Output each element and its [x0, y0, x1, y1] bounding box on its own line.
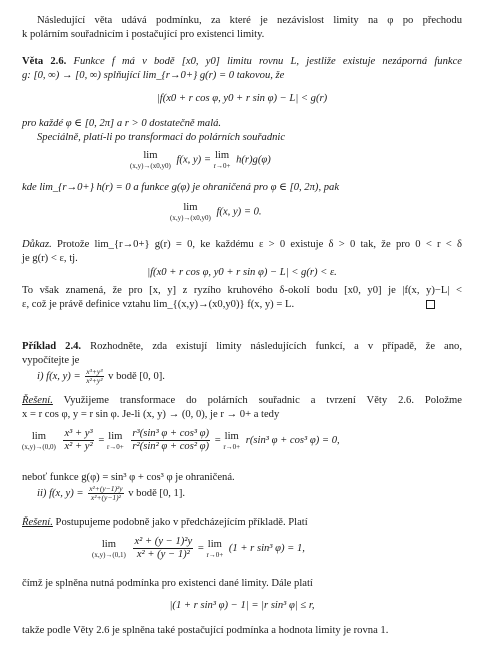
limit-operator: lim (x,y)→(0,0)	[22, 430, 56, 451]
theorem-formula-2	[130, 150, 271, 170]
intro-line-2: k polárním souřadnicím i postačující pro existenci limity.	[22, 29, 265, 40]
limit-operator: lim r→0+	[223, 430, 241, 451]
solution-1-line-1	[22, 394, 462, 407]
example-item-2	[37, 485, 185, 502]
item-fraction: $\frac{\text{x³+y³}}{\text{x²+y²}}$	[86, 367, 103, 385]
solution-2-inequality: |(1 + r sin³ φ) − 1| = |r sin³ φ| ≤ r,	[169, 600, 315, 611]
formula-text: (1 + r sin³ φ) = 1,	[228, 542, 305, 554]
proof-line-1	[22, 238, 462, 251]
example-line-2: vypočítejte je	[22, 355, 80, 366]
formula-text: h(r)g(φ)	[236, 154, 271, 166]
theorem-line-2: g: [0, ∞) → [0, ∞) splňující lim_{r→0+} g(r) = 0 takovou, že	[22, 70, 285, 81]
formula-fraction: $\frac{\text{x² + (y − 1)²y}}{\text{x² + (y − 1)²}}$	[134, 536, 193, 560]
proof-line-2: je g(r) < ε, tj.	[22, 253, 78, 264]
theorem-formula-3	[170, 202, 262, 222]
qed-square-icon	[426, 300, 435, 309]
proof-line-3: To však znamená, že pro [x, y] z ryzího kruhového δ-okolí bodu [x0, y0] je |f(x, y)−L| <	[22, 285, 462, 296]
theorem-line-5: kde lim_{r→0+} h(r) = 0 a funkce g(φ) je ohraničená pro φ ∈ [0, 2π), pak	[22, 182, 340, 193]
item-suffix: v bodě [0, 0].	[108, 370, 165, 382]
theorem-formula-1: |f(x0 + r cos φ, y0 + r sin φ) − L| < g(r)	[156, 93, 328, 104]
solution-text: Využijeme transformace do polárních souřadnic a tvrzení Věty 2.6. Položme	[63, 395, 462, 406]
solution-2-formula: lim (x,y)→(0,1) $\frac{\text{x² + (y − 1)²y}}{\text{x² + (y − 1)²}}$ = lim r→0+ (1 + r sin³ φ) = 1,	[92, 536, 305, 560]
solution-label: Řešení.	[22, 395, 53, 406]
formula-fraction: $\frac{\text{r³(sin³ φ + cos³ φ)}}{\text{r²(sin² φ + cos² φ)}}$	[132, 428, 210, 452]
limit-operator: lim (x,y)→(0,1)	[92, 538, 126, 559]
example-label: Příklad 2.4.	[22, 341, 82, 352]
proof-formula: |f(x0 + r cos φ, y0 + r sin φ) − L| < g(r) < ε.	[147, 267, 337, 278]
theorem-label: Věta 2.6.	[22, 56, 67, 67]
solution-2-line-2: čímž je splněna nutná podmínka pro existenci dané limity. Dále platí	[22, 578, 313, 589]
example-line-1	[22, 340, 462, 353]
limit-operator: lim r→0+	[213, 150, 231, 170]
item-prefix: ii) f(x, y) =	[37, 487, 84, 499]
proof-line-4: ε, což je právě definice vztahu lim_{(x,y)→(x0,y0)} f(x, y) = L.	[22, 299, 295, 310]
limit-operator: lim r→0+	[106, 430, 124, 451]
solution-1-after: neboť funkce g(φ) = sin³ φ + cos³ φ je ohraničená.	[22, 472, 235, 483]
solution-text: Postupujeme podobně jako v předcházejícím příkladě. Platí	[55, 517, 308, 528]
theorem-line-3: pro každé φ ∈ [0, 2π] a r > 0 dostatečně malá.	[22, 118, 222, 129]
solution-2-conclusion: takže podle Věty 2.6 je splněna také postačující podmínka a hodnota limity je rovna 1.	[22, 625, 389, 636]
formula-text: r(sin³ φ + cos³ φ) = 0,	[245, 434, 340, 446]
example-text: Rozhodněte, zda existují limity následujících funkcí, a v případě, že ano,	[90, 341, 462, 352]
item-prefix: i) f(x, y) =	[37, 370, 81, 382]
item-fraction: $\frac{\text{x²+(y−1)²y}}{\text{x²+(y−1)²}}$	[89, 484, 123, 502]
limit-operator: lim (x,y)→(x0,y0)	[170, 202, 211, 222]
limit-operator: lim r→0+	[206, 538, 224, 559]
formula-text: f(x, y) =	[176, 154, 211, 166]
solution-1-formula: lim (x,y)→(0,0) $\frac{\text{x³ + y³}}{\text{x² + y²}}$ = lim r→0+ $\frac{\text{r³(sin³ φ + cos³ φ)}}{\text{r²(sin² φ + cos² φ)}}$ = lim r→0+ r(sin³ φ + cos³ φ) = 0,	[22, 428, 340, 452]
example-item-1	[37, 368, 165, 385]
theorem-line-1	[22, 55, 462, 68]
solution-1-line-2: x = r cos φ, y = r sin φ. Je-li (x, y) → (0, 0), je r → 0+ a tedy	[22, 409, 280, 420]
proof-text: Protože lim_{r→0+} g(r) = 0, ke každému ε > 0 existuje δ > 0 tak, že pro 0 < r < δ	[56, 239, 462, 250]
theorem-line-4: Speciálně, platí-li po transformaci do polárních souřadnic	[37, 132, 286, 143]
solution-2-line-1	[22, 516, 308, 529]
limit-operator: lim (x,y)→(x0,y0)	[130, 150, 171, 170]
item-suffix: v bodě [0, 1].	[128, 487, 186, 499]
solution-label: Řešení.	[22, 517, 53, 528]
formula-fraction: $\frac{\text{x³ + y³}}{\text{x² + y²}}$	[64, 428, 93, 452]
formula-text: f(x, y) = 0.	[216, 206, 262, 218]
intro-line-1: Následující věta udává podmínku, za které je nezávislost limity na φ po přechodu	[37, 15, 462, 26]
proof-label: Důkaz.	[22, 239, 52, 250]
theorem-statement-start: Funkce f má v bodě [x0, y0] limitu rovnu L, jestliže existuje nezáporná funkce	[73, 56, 462, 67]
